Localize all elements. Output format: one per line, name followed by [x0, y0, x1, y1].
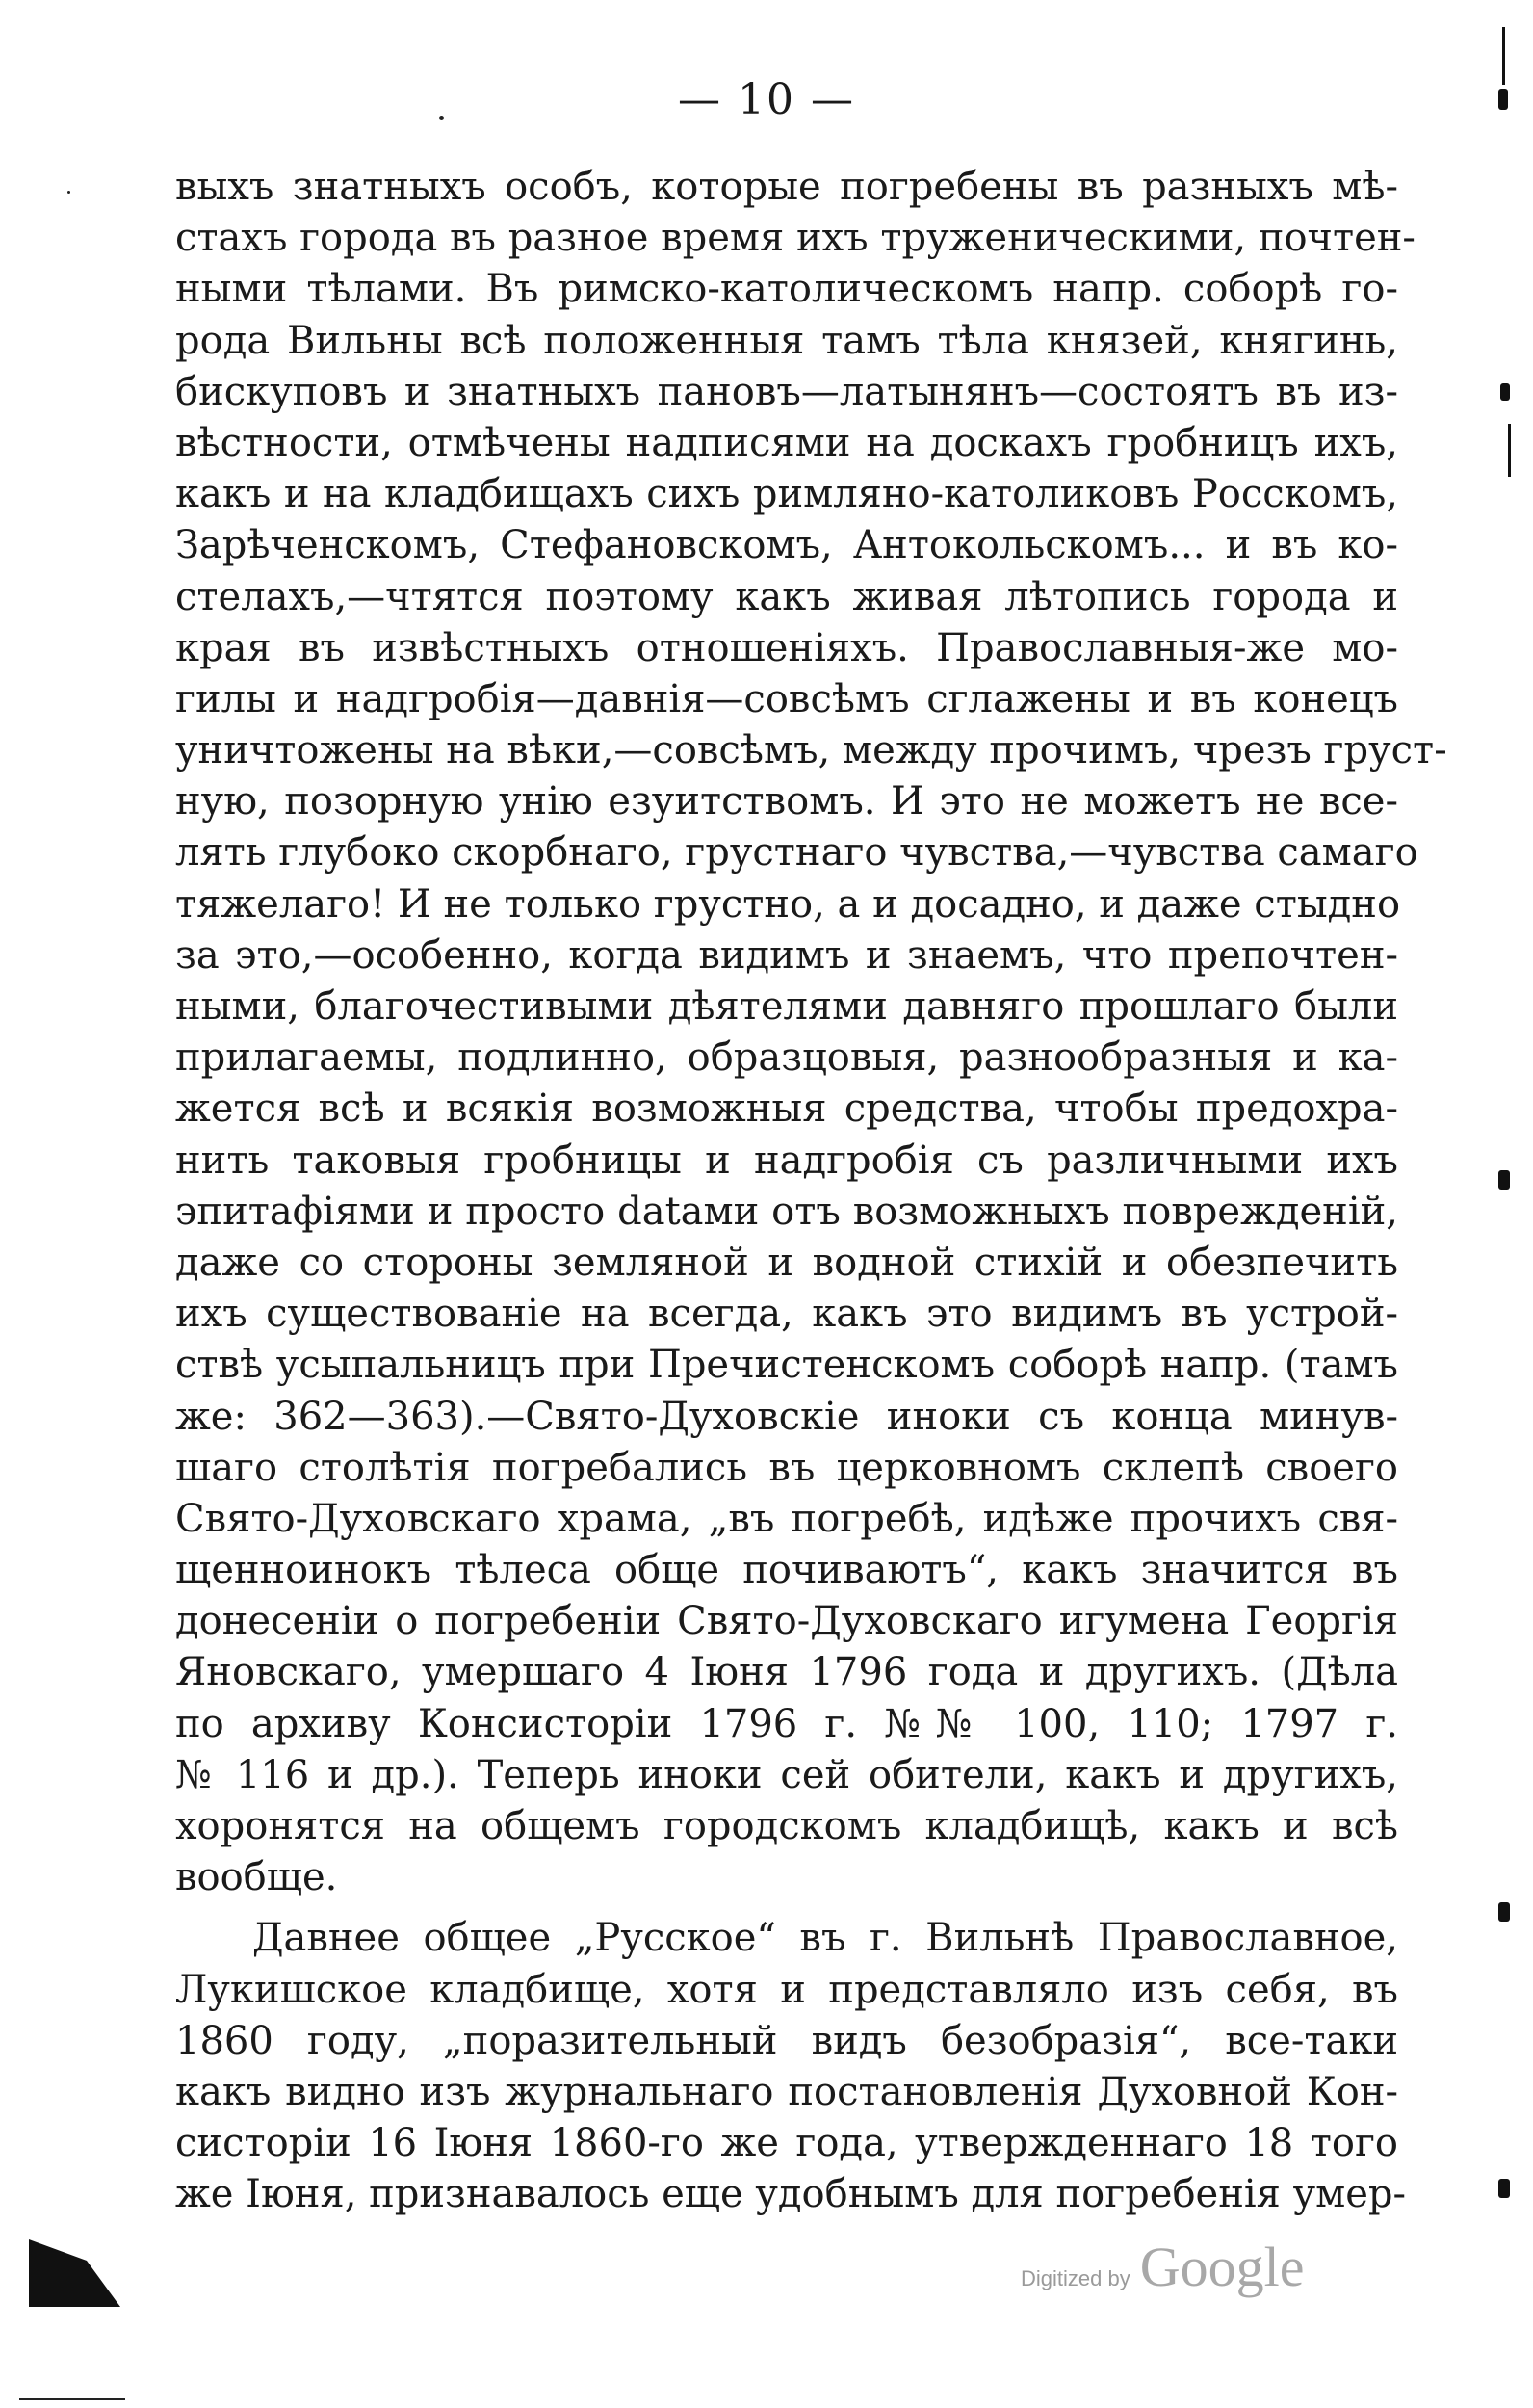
text-line: Свято-Духовскаго храма, „въ погребѣ, идѣже прочихъ свя- — [175, 1496, 1398, 1541]
text-line: Яновскаго, умершаго 4 Іюня 1796 года и другихъ. (Дѣла — [175, 1650, 1398, 1695]
text-line: прилагаемы, подлинно, образцовыя, разнообразныя и ка- — [175, 1035, 1398, 1081]
watermark-brand: Google — [1139, 2236, 1305, 2298]
text-line: по архиву Консисторіи 1796 г. №№ 100, 110; 1797 г. — [175, 1701, 1398, 1746]
text-line: же Іюня, признавалось еще удобнымъ для погребенія умер- — [175, 2172, 1407, 2217]
text-line: рода Вильны всѣ положенныя тамъ тѣла князей, княгинь, — [175, 318, 1398, 363]
text-line: ствѣ усыпальницъ при Пречистенскомъ соборѣ напр. (тамъ — [175, 1343, 1398, 1388]
text-line: ихъ существованіе на всегда, какъ это видимъ въ устрой- — [175, 1292, 1398, 1337]
text-line: стахъ города въ разное время ихъ труженическими, почтен- — [175, 216, 1416, 261]
text-line: систоріи 16 Іюня 1860-го же года, утвержденнаго 18 того — [175, 2121, 1398, 2166]
text-line: края въ извѣстныхъ отношеніяхъ. Православныя-же мо- — [175, 625, 1398, 670]
text-line: шаго столѣтія погребались въ церковномъ склепѣ своего — [175, 1445, 1398, 1490]
text-line: какъ видно изъ журнальнаго постановленія Духовной Кон- — [175, 2069, 1398, 2114]
text-line: за это,—особенно, когда видимъ и знаемъ, что препочтен- — [175, 932, 1398, 978]
text-line: уничтожены на вѣки,—совсѣмъ, между прочимъ, чрезъ груст- — [175, 728, 1447, 773]
scan-mark — [1500, 383, 1510, 401]
text-line: 1860 году, „поразительный видъ безобразія“, все-таки — [175, 2018, 1398, 2063]
text-line: эпитафіями и просто datами отъ возможныхъ поврежденій, — [175, 1189, 1398, 1234]
text-line: ными, благочестивыми дѣятелями давняго прошлаго были — [175, 984, 1398, 1029]
text-line: вѣстности, отмѣчены надписями на доскахъ гробницъ ихъ, — [175, 420, 1398, 465]
text-line: Давнее общее „Русское“ въ г. Вильнѣ Православное, — [252, 1916, 1398, 1961]
scan-dot — [439, 116, 444, 120]
text-line: бискуповъ и знатныхъ пановъ—латынянъ—состоятъ въ из- — [175, 369, 1398, 414]
scan-mark — [1498, 1170, 1510, 1190]
text-line: № 116 и др.). Теперь иноки сей обители, какъ и другихъ, — [175, 1752, 1398, 1797]
text-line: ными тѣлами. Въ римско-католическомъ напр. соборѣ го- — [175, 267, 1398, 312]
text-line: жется всѣ и всякія возможныя средства, чтобы предохра- — [175, 1086, 1398, 1132]
scan-mark — [1498, 89, 1508, 110]
text-line: какъ и на кладбищахъ сихъ римляно-католиковъ Росскомъ, — [175, 472, 1398, 517]
watermark-prefix: Digitized by — [1021, 2266, 1130, 2290]
text-line: щенноинокъ тѣлеса обще почиваютъ“, какъ значится въ — [175, 1548, 1398, 1593]
scan-mark — [1498, 2179, 1510, 2198]
text-line: хоронятся на общемъ городскомъ кладбищѣ, какъ и всѣ — [175, 1804, 1398, 1848]
scan-mark — [1502, 27, 1505, 85]
scan-mark — [1498, 1902, 1510, 1922]
text-line: Зарѣченскомъ, Стефановскомъ, Антокольскомъ... и въ ко- — [175, 523, 1398, 568]
scan-mark — [1508, 424, 1511, 477]
scan-edge-line — [19, 2398, 125, 2400]
text-line: гилы и надгробія—давнія—совсѣмъ сглажены и въ конецъ — [175, 676, 1398, 721]
paragraph-gap — [175, 1903, 1398, 1913]
page-corner-fold — [29, 2239, 125, 2331]
text-line: Лукишское кладбище, хотя и представляло изъ себя, въ — [175, 1967, 1398, 2012]
text-line: ную, позорную унію езуитствомъ. И это не можетъ не все- — [175, 779, 1398, 824]
text-line: тяжелаго! И не только грустно, а и досадно, и даже стыдно — [175, 881, 1401, 927]
scan-dot — [67, 191, 70, 194]
body-text — [175, 162, 1447, 2221]
text-line: стелахъ,—чтятся поэтому какъ живая лѣтопись города и — [175, 574, 1398, 619]
text-line: лять глубоко скорбнаго, грустнаго чувства,—чувства самаго — [175, 830, 1418, 876]
text-line: донесеніи о погребеніи Свято-Духовскаго игумена Георгія — [175, 1599, 1398, 1644]
text-line: же: 362—363).—Свято-Духовскіе иноки съ конца минув- — [175, 1394, 1398, 1439]
page-number: — 10 — — [678, 75, 855, 124]
google-watermark — [1021, 2235, 1304, 2299]
text-line: нить таковыя гробницы и надгробія съ различными ихъ — [175, 1138, 1398, 1183]
text-line: даже со стороны земляной и водной стихій и обезпечить — [175, 1240, 1398, 1285]
text-line: выхъ знатныхъ особъ, которые погребены въ разныхъ мѣ- — [175, 165, 1398, 209]
text-line: вообще. — [175, 1855, 338, 1900]
